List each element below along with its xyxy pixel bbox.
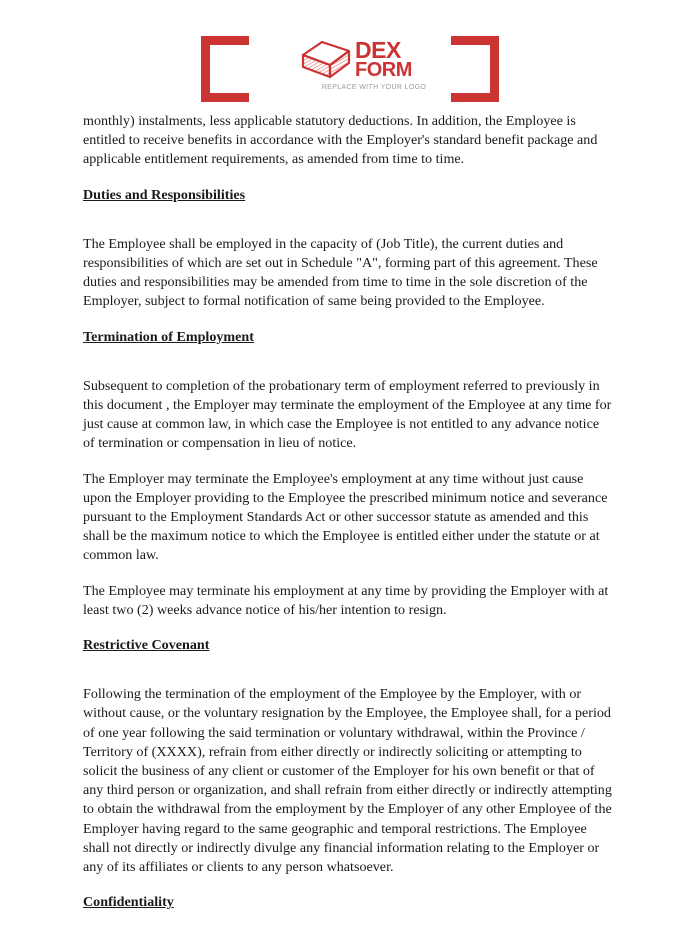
heading-restrictive-covenant: Restrictive Covenant (83, 637, 210, 654)
right-bracket-icon (451, 36, 499, 102)
document-body (83, 112, 613, 943)
logo-row (300, 38, 412, 82)
heading-duties-and-responsibilities: Duties and Responsibilities (83, 186, 246, 203)
paragraph-instalments: monthly) instalments, less applicable statutory deductions. In addition, the Employee is entitled to receive benefits in accordance with the Employer's standard benefit package and applicable entitlement requirements, as amended from time to time. (83, 113, 598, 168)
heading-restrictive-covenant-wrap (83, 636, 613, 670)
logo-wordmark (355, 37, 412, 82)
paragraph-termination-just-cause: Subsequent to completion of the probationary term of employment referred to previously in this document , the Employer may terminate the employment of the Employee at any time for just cause at common law, in which case the Employee is not entitled to any advance notice of termination or compensation in lieu of notice. (83, 377, 612, 452)
left-bracket-icon (201, 36, 249, 102)
heading-confidentiality: Confidentiality (83, 894, 174, 911)
heading-termination-of-employment: Termination of Employment (83, 328, 254, 345)
paragraph-employee-resignation: The Employee may terminate his employment at any time by providing the Employer with at least two (2) weeks advance notice of his/her intention to resign. (83, 582, 609, 618)
paragraph-termination-without-cause: The Employer may terminate the Employee's employment at any time without just cause upon the Employer providing to the Employee the prescribed minimum notice and severance pursuant to the Employment Standards Act or other successor statute as amended and this shall be the maximum notice to which the Employee is entitled either under the statute or at common law. (83, 470, 608, 564)
logo-text-dex: DEX (355, 37, 401, 64)
heading-termination-of-employment-wrap (83, 328, 613, 362)
heading-confidentiality-wrap (83, 893, 613, 927)
dexform-logo (248, 36, 448, 108)
logo-tagline: REPLACE WITH YOUR LOGO (321, 84, 427, 91)
paragraph-duties: The Employee shall be employed in the capacity of (Job Title), the current duties and responsibilities of which are set out in Schedule "A", forming part of this agreement. These duties and responsibilities may be amended from time to time in the sole discretion of the Employer, subject to formal notification of same being provided to the Employee. (83, 235, 598, 310)
paragraph-restrictive-covenant: Following the termination of the employment of the Employee by the Employer, with or without cause, or the voluntary resignation by the Employee, the Employee shall, for a period of one year following the said termination or voluntary withdrawal, within the Province / Territory of (XXXX), refrain from either directly or indirectly soliciting or attempting to solicit the business of any client or customer of the Employer for his own benefit or that of any third person or organization, and shall refrain from either directly or indirectly attempting to obtain the withdrawal from the employment by the Employer of any other Employee of the Employer having regard to the same geographic and temporal restrictions. The Employee shall not directly or indirectly divulge any financial information relating to the Employer or any of its affiliates or clients to any person whatsoever. (83, 686, 612, 876)
logo-text-form: FORM (355, 59, 412, 82)
document-header (0, 36, 696, 108)
heading-duties-and-responsibilities-wrap (83, 186, 613, 220)
stacked-paper-box-icon (300, 38, 352, 82)
